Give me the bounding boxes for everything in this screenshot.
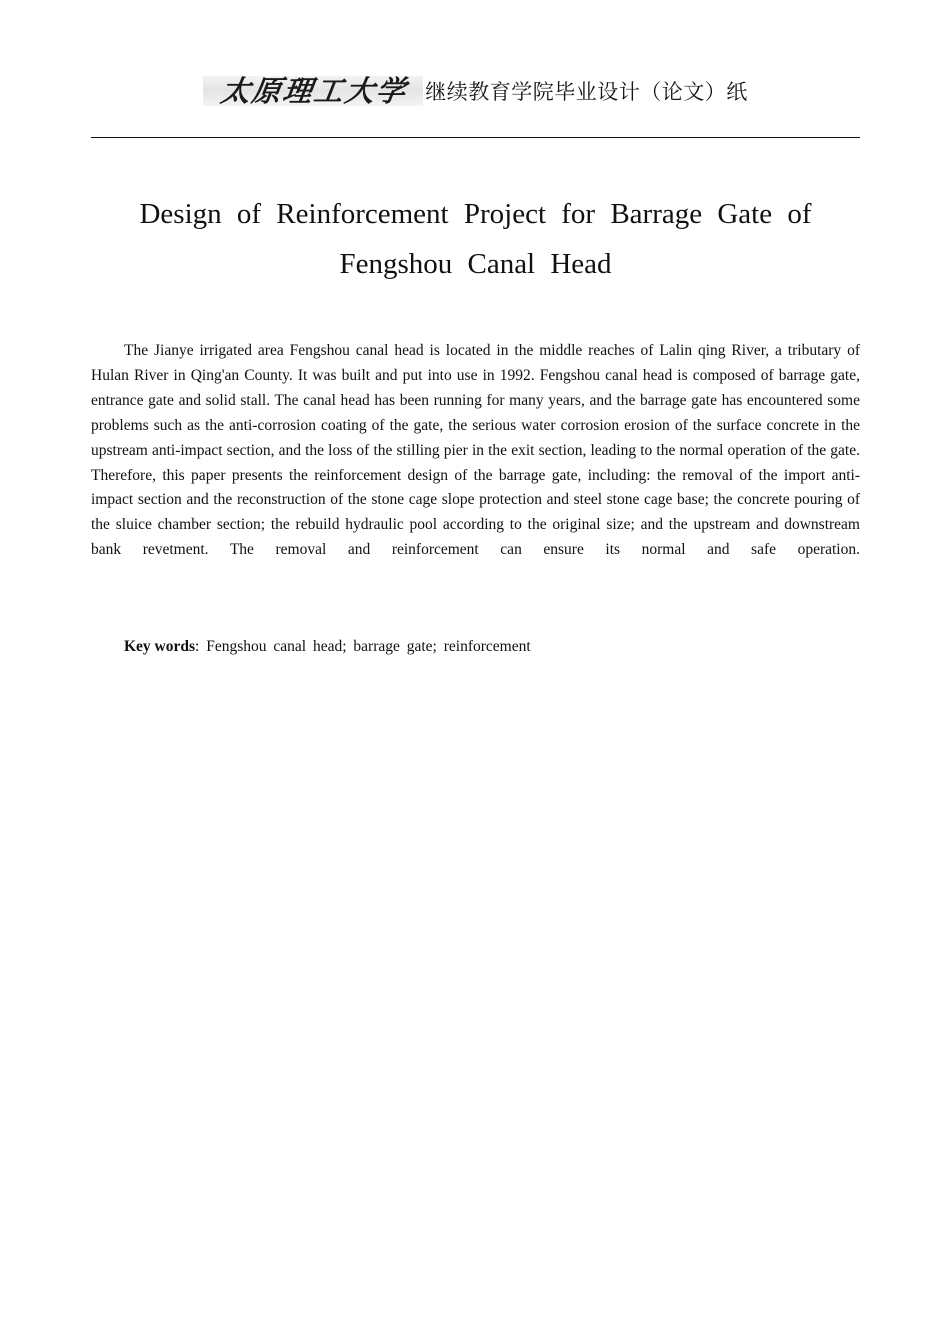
- keywords-text: Fengshou canal head; barrage gate; reinforcement: [206, 638, 531, 655]
- university-logo: [203, 70, 423, 112]
- keywords-label: Key words: [124, 638, 196, 655]
- page-header: [91, 66, 860, 116]
- header-divider: [91, 137, 860, 138]
- keywords-separator: :: [195, 638, 200, 655]
- paper-title: Design of Reinforcement Project for Barrage Gate of Fengshou Canal Head: [139, 198, 812, 280]
- logo-text: 太原理工大学: [218, 74, 410, 108]
- abstract-paragraph: The Jianye irrigated area Fengshou canal head is located in the middle reaches of Lalin qing River, a tributary of Hulan River in Qing'an County. It was built and put into use in 1992. Fengshou canal head is composed of barrage gate, entrance gate and solid stall. The canal head has been running for many years, and the barrage gate has encountered some problems such as the anti-corrosion coating of the gate, the serious water corrosion erosion of the surface concrete in the upstream anti-impact section, and the loss of the stilling pier in the exit section, leading to the normal operation of the gate. Therefore, this paper presents the reinforcement design of the barrage gate, including: the removal of the import anti-impact section and the reconstruction of the stone cage slope protection and steel stone cage base; the concrete pouring of the sluice chamber section; the rebuild hydraulic pool according to the original size; and the upstream and downstream bank revetment. The removal and reinforcement can ensure its normal and safe operation.: [91, 342, 860, 559]
- header-subtitle: 继续教育学院毕业设计（论文）纸: [425, 80, 748, 104]
- calligraphy-logo-image: [203, 70, 423, 112]
- keywords-line: [124, 636, 531, 658]
